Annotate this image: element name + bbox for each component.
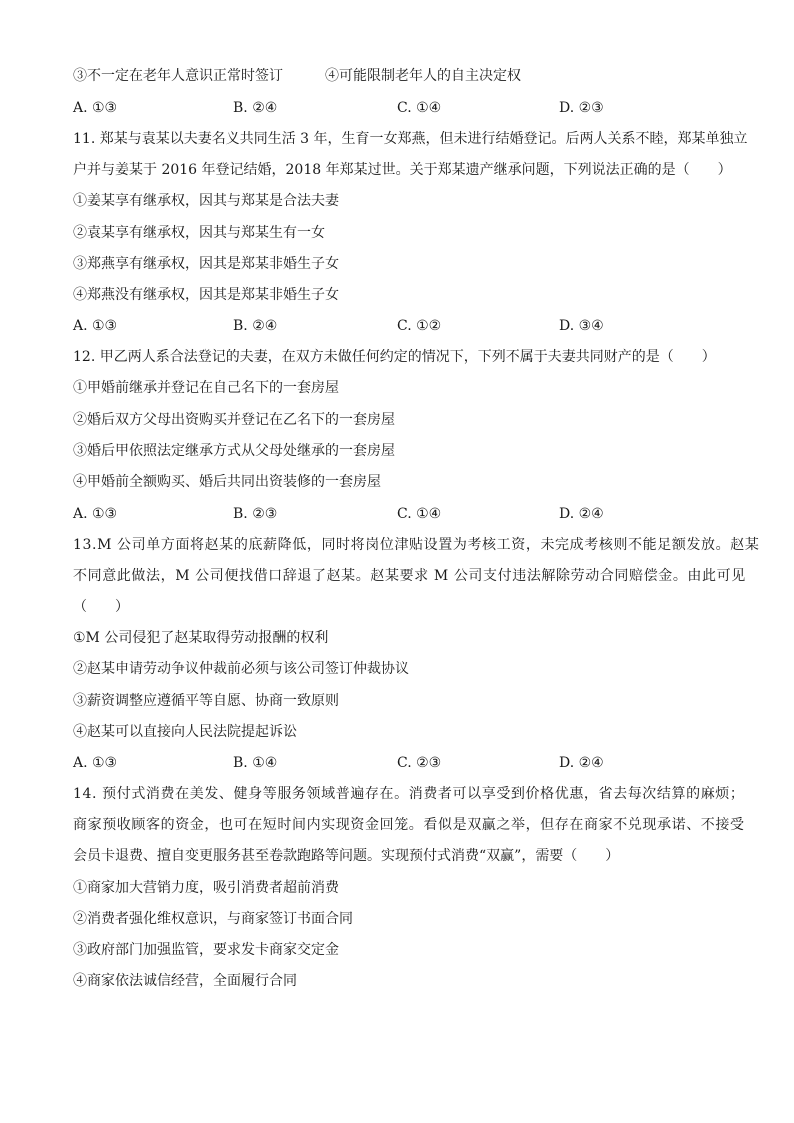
q13-stem-line-3: （ ） [73,599,129,615]
option-d[interactable]: D. ③④ [559,318,604,334]
q12-statement-4: ④甲婚前全额购买、婚后共同出资装修的一套房屋 [73,474,381,490]
option-c[interactable]: C. ①② [397,318,442,334]
option-b[interactable]: B. ①④ [233,755,278,771]
q13-stem-line-2: 不同意此做法，M 公司便找借口辞退了赵某。赵某要求 M 公司支付违法解除劳动合同赔偿金。由此可见 [73,568,746,584]
option-c[interactable]: C. ①④ [397,100,442,116]
q12-statement-3: ③婚后甲依照法定继承方式从父母处继承的一套房屋 [73,443,395,459]
q14-statement-4: ④商家依法诚信经营，全面履行合同 [73,973,297,989]
q13-statement-4: ④赵某可以直接向人民法院提起诉讼 [73,724,297,740]
statement-3: ③不一定在老年人意识正常时签订 [73,68,283,84]
option-a[interactable]: A. ①③ [73,100,118,116]
q13-statement-3: ③薪资调整应遵循平等自愿、协商一致原则 [73,693,339,709]
option-b[interactable]: B. ②③ [233,506,278,522]
q11-statement-1: ①姜某享有继承权，因其与郑某是合法夫妻 [73,193,339,209]
prev-question-statement-row [73,66,723,86]
q13-statement-1: ①M 公司侵犯了赵某取得劳动报酬的权利 [73,630,329,646]
q13-stem-line-1: 13.M 公司单方面将赵某的底薪降低，同时将岗位津贴设置为考核工资，未完成考核则不能足额发放。赵某 [73,537,760,553]
q11-statement-2: ②袁某享有继承权，因其与郑某生有一女 [73,225,325,241]
q11-stem-line-1: 11. 郑某与袁某以夫妻名义共同生活 3 年，生育一女郑燕，但未进行结婚登记。后两人关系不睦，郑某单独立 [73,131,748,147]
q14-statement-1: ①商家加大营销力度，吸引消费者超前消费 [73,880,339,896]
prev-question-options [73,98,723,118]
option-b[interactable]: B. ②④ [233,100,278,116]
q14-stem-line-3: 会员卡退费、擅自变更服务甚至卷款跑路等问题。实现预付式消费“双赢”，需要（ ） [73,848,620,864]
option-c[interactable]: C. ①④ [397,506,442,522]
q12-statement-1: ①甲婚前继承并登记在自己名下的一套房屋 [73,380,339,396]
q14-statement-3: ③政府部门加强监管，要求发卡商家交定金 [73,942,339,958]
q12-stem-line-1: 12. 甲乙两人系合法登记的夫妻，在双方未做任何约定的情况下，下列不属于夫妻共同财产的是（ ） [73,349,716,365]
q14-stem-line-2: 商家预收顾客的资金，也可在短时间内实现资金回笼。看似是双赢之举，但存在商家不兑现承诺、不接受 [73,817,745,833]
q13-options [73,753,723,773]
option-b[interactable]: B. ②④ [233,318,278,334]
q11-statement-4: ④郑燕没有继承权，因其是郑某非婚生子女 [73,287,339,303]
option-d[interactable]: D. ②③ [559,100,604,116]
option-a[interactable]: A. ①③ [73,755,118,771]
q12-options [73,504,723,524]
q14-stem-line-1: 14. 预付式消费在美发、健身等服务领域普遍存在。消费者可以享受到价格优惠，省去每次结算的麻烦； [73,786,745,802]
statement-4: ④可能限制老年人的自主决定权 [325,68,521,84]
q14-statement-2: ②消费者强化维权意识，与商家签订书面合同 [73,911,353,927]
option-c[interactable]: C. ②③ [397,755,442,771]
option-a[interactable]: A. ①③ [73,506,118,522]
q12-statement-2: ②婚后双方父母出资购买并登记在乙名下的一套房屋 [73,412,395,428]
q11-stem-line-2: 户并与姜某于 2016 年登记结婚，2018 年郑某过世。关于郑某遗产继承问题，下列说法正确的是（ ） [73,162,732,178]
option-d[interactable]: D. ②④ [559,506,604,522]
q13-statement-2: ②赵某申请劳动争议仲裁前必须与该公司签订仲裁协议 [73,661,409,677]
q11-options [73,316,723,336]
option-d[interactable]: D. ②④ [559,755,604,771]
q11-statement-3: ③郑燕享有继承权，因其是郑某非婚生子女 [73,256,339,272]
option-a[interactable]: A. ①③ [73,318,118,334]
